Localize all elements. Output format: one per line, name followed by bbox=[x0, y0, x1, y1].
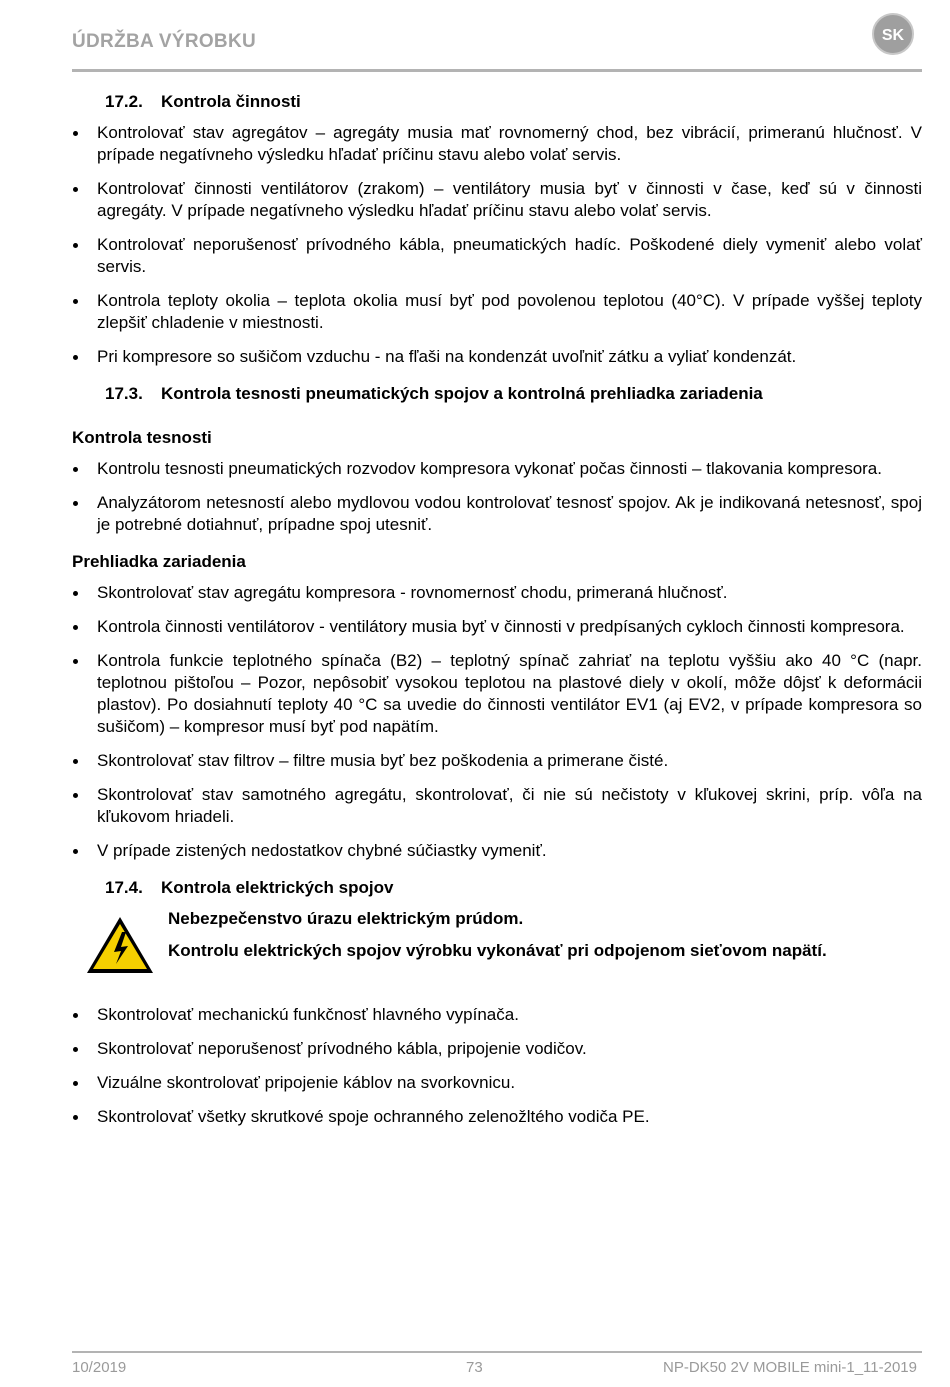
language-badge-label: SK bbox=[881, 27, 905, 44]
warning-body: Kontrolu elektrických spojov výrobku vykonávať pri odpojenom sieťovom napätí. bbox=[168, 941, 827, 960]
bullet-icon bbox=[73, 659, 78, 664]
section-number: 17.3. bbox=[105, 384, 143, 403]
bullet-icon bbox=[73, 625, 78, 630]
list-item-text: Skontrolovať stav agregátu kompresora - rovnomernosť chodu, primeraná hlučnosť. bbox=[97, 583, 728, 602]
list-item-text: Vizuálne skontrolovať pripojenie káblov na svorkovnicu. bbox=[97, 1073, 516, 1092]
list-item-text: Kontrolovať neporušenosť prívodného kábla, pneumatických hadíc. Poškodené diely vymeniť alebo volať servis. bbox=[97, 235, 922, 276]
list-item-text: V prípade zistených nedostatkov chybné súčiastky vymeniť. bbox=[97, 841, 547, 860]
footer-date: 10/2019 bbox=[72, 1359, 127, 1376]
list-item-text: Skontrolovať stav filtrov – filtre musia byť bez poškodenia a primerane čisté. bbox=[97, 751, 669, 770]
list-item bbox=[72, 582, 922, 604]
list-item bbox=[72, 1038, 922, 1060]
section-17-2-heading bbox=[72, 88, 922, 116]
header-divider bbox=[72, 69, 922, 72]
section-17-4-heading bbox=[72, 874, 922, 902]
list-item-text: Kontrolu tesnosti pneumatických rozvodov kompresora vykonať počas činnosti – tlakovania kompresora. bbox=[97, 459, 882, 478]
list-item-text: Pri kompresore so sušičom vzduchu - na fľaši na kondenzát uvoľniť zátku a vyliať kondenzát. bbox=[97, 347, 797, 366]
footer-divider bbox=[72, 1351, 922, 1353]
section-17-4-list bbox=[72, 1004, 922, 1128]
list-item-text: Kontrolovať stav agregátov – agregáty musia mať rovnomerný chod, bez vibrácií, primeranú hlučnosť. V prípade negatívneho výsledku hľadať príčinu stavu alebo volať servis. bbox=[97, 123, 922, 164]
bullet-icon bbox=[73, 243, 78, 248]
list-item bbox=[72, 1004, 922, 1026]
list-item bbox=[72, 458, 922, 480]
list-item bbox=[72, 492, 922, 536]
list-item-text: Kontrola činnosti ventilátorov - ventilátory musia byť v činnosti v predpísaných cykloch činnosti kompresora. bbox=[97, 617, 905, 636]
inspection-list bbox=[72, 582, 922, 862]
bullet-icon bbox=[73, 591, 78, 596]
list-item-text: Analyzátorom netesností alebo mydlovou vodou kontrolovať tesnosť spojov. Ak je indikovaná netesnosť, spoj je potrebné dotiahnuť, prípadne spoj utesniť. bbox=[97, 493, 922, 534]
bullet-icon bbox=[73, 793, 78, 798]
page-header-title: ÚDRŽBA VÝROBKU bbox=[72, 31, 256, 52]
list-item bbox=[72, 650, 922, 738]
bullet-icon bbox=[73, 1081, 78, 1086]
bullet-icon bbox=[73, 1115, 78, 1120]
bullet-icon bbox=[73, 299, 78, 304]
footer-page-number: 73 bbox=[466, 1359, 483, 1376]
list-item-text: Skontrolovať neporušenosť prívodného kábla, pripojenie vodičov. bbox=[97, 1039, 587, 1058]
list-item-text: Skontrolovať mechanickú funkčnosť hlavného vypínača. bbox=[97, 1005, 519, 1024]
bullet-icon bbox=[73, 131, 78, 136]
list-item bbox=[72, 290, 922, 334]
section-17-2-list bbox=[72, 122, 922, 368]
subsection-tightness-heading: Kontrola tesnosti bbox=[72, 428, 212, 447]
section-number: 17.4. bbox=[105, 878, 143, 897]
warning-title: Nebezpečenstvo úrazu elektrickým prúdom. bbox=[168, 909, 524, 928]
electric-hazard-icon bbox=[84, 914, 156, 976]
list-item-text: Kontrola funkcie teplotného spínača (B2) – teplotný spínač zahriať na teplotu vyššiu ako 40 °C (napr. teplotnou pištoľou – Pozor, nepôsobiť vysokou teplotou na plastové diely v okolí, môže dôjsť k deformácii plastov). Po dosiahnutí teploty 40 °C sa uvedie do činnosti ventilátor EV1 (aj EV2, v prípade kompresora so sušičom) – kompresor musí byť pod napätím. bbox=[97, 651, 922, 736]
tightness-list bbox=[72, 458, 922, 536]
section-17-3-heading bbox=[72, 380, 922, 408]
list-item bbox=[72, 784, 922, 828]
list-item bbox=[72, 1106, 922, 1128]
page-content bbox=[72, 88, 922, 1140]
bullet-icon bbox=[73, 467, 78, 472]
bullet-icon bbox=[73, 1013, 78, 1018]
electric-hazard-warning bbox=[72, 908, 922, 976]
bullet-icon bbox=[73, 849, 78, 854]
list-item bbox=[72, 840, 922, 862]
section-title: Kontrola tesnosti pneumatických spojov a kontrolná prehliadka zariadenia bbox=[161, 384, 763, 403]
list-item-text: Kontrolovať činnosti ventilátorov (zrakom) – ventilátory musia byť v činnosti v čase, keď sú v činnosti agregáty. V prípade negatívneho výsledku hľadať príčinu stavu alebo volať servis. bbox=[97, 179, 922, 220]
list-item-text: Skontrolovať stav samotného agregátu, skontrolovať, či nie sú nečistoty v kľukovej skrini, príp. vôľa na kľukovom hriadeli. bbox=[97, 785, 922, 826]
subsection-inspection-heading: Prehliadka zariadenia bbox=[72, 552, 246, 571]
footer-document-id: NP-DK50 2V MOBILE mini-1_11-2019 bbox=[662, 1359, 917, 1376]
list-item bbox=[72, 750, 922, 772]
list-item-text: Kontrola teploty okolia – teplota okolia musí byť pod povolenou teplotou (40°C). V prípade vyššej teploty zlepšiť chladenie v miestnosti. bbox=[97, 291, 922, 332]
bullet-icon bbox=[73, 501, 78, 506]
warning-text bbox=[168, 908, 910, 976]
list-item bbox=[72, 234, 922, 278]
list-item bbox=[72, 122, 922, 166]
language-badge-icon bbox=[871, 12, 915, 56]
section-title: Kontrola činnosti bbox=[161, 92, 301, 111]
list-item bbox=[72, 346, 922, 368]
bullet-icon bbox=[73, 355, 78, 360]
list-item-text: Skontrolovať všetky skrutkové spoje ochranného zelenožltého vodiča PE. bbox=[97, 1107, 650, 1126]
section-number: 17.2. bbox=[105, 92, 143, 111]
list-item bbox=[72, 178, 922, 222]
list-item bbox=[72, 616, 922, 638]
section-title: Kontrola elektrických spojov bbox=[161, 878, 394, 897]
bullet-icon bbox=[73, 1047, 78, 1052]
bullet-icon bbox=[73, 187, 78, 192]
bullet-icon bbox=[73, 759, 78, 764]
list-item bbox=[72, 1072, 922, 1094]
